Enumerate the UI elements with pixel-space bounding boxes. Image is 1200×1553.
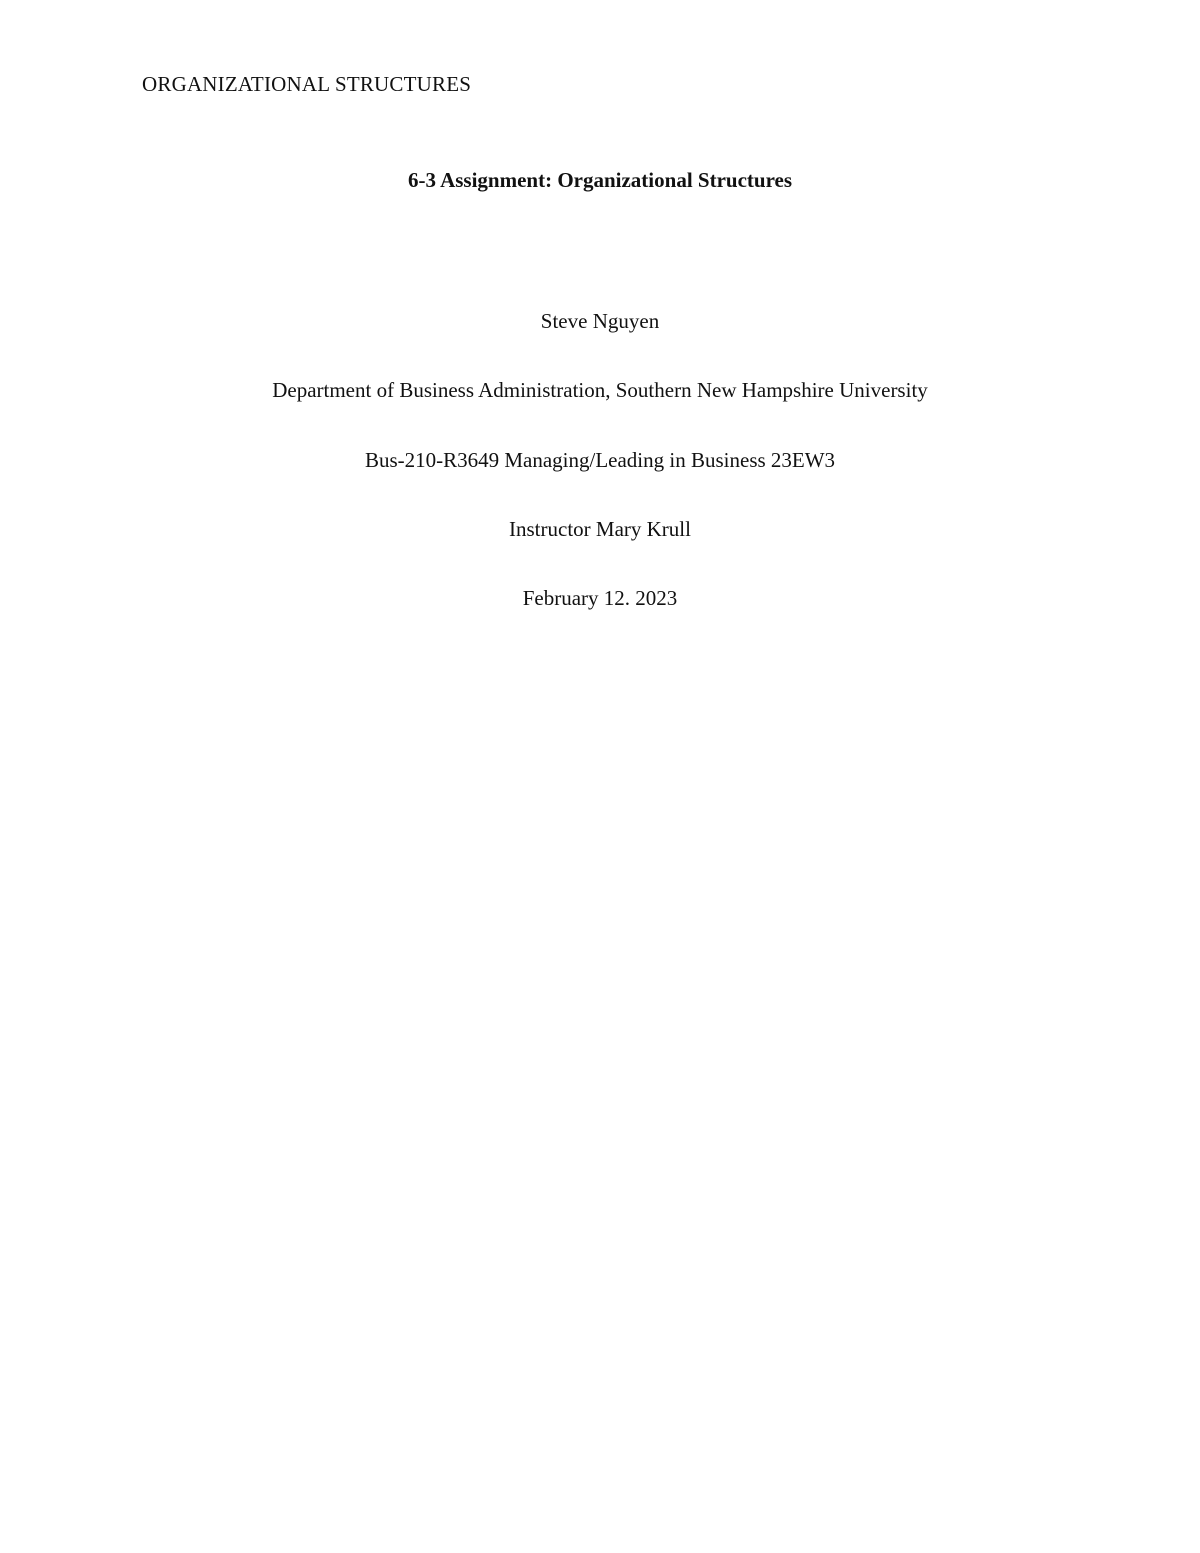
running-head: ORGANIZATIONAL STRUCTURES — [142, 72, 472, 96]
author-name: Steve Nguyen — [540, 309, 660, 333]
course-name: Bus-210-R3649 Managing/Leading in Business 23EW3 — [364, 448, 836, 472]
instructor-name: Instructor Mary Krull — [509, 517, 691, 541]
submission-date: February 12. 2023 — [522, 586, 678, 610]
paper-title: 6-3 Assignment: Organizational Structures — [407, 168, 793, 192]
author-affiliation: Department of Business Administration, Southern New Hampshire University — [272, 378, 928, 402]
